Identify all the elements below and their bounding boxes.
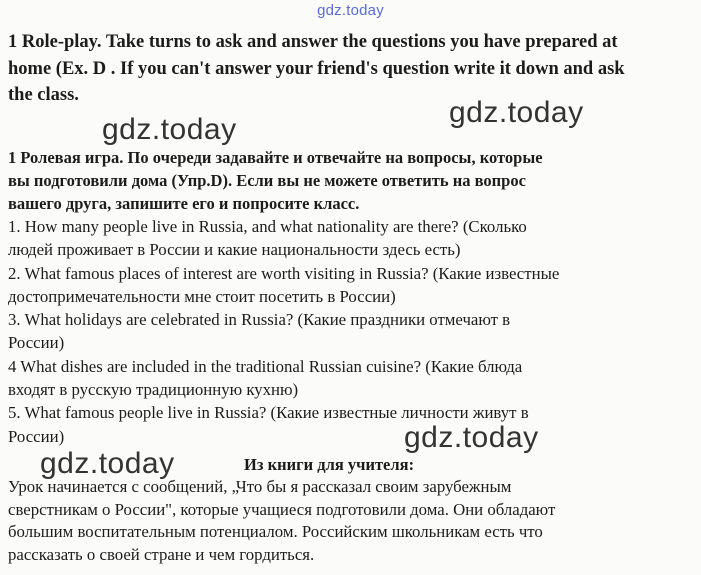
question-line: 2. What famous places of interest are worth visiting in Russia? (Какие известные: [8, 263, 560, 283]
question-line: людей проживает в России и какие национальности здесь есть): [8, 240, 461, 260]
question-line: 5. What famous people live in Russia? (Какие известные личности живут в: [8, 403, 529, 423]
question-line: входят в русскую традиционную кухню): [8, 380, 299, 400]
question-line: 1. How many people live in Russia, and what nationality are there? (Сколько: [8, 217, 527, 236]
watermark: gdz.today: [404, 421, 539, 454]
teacher-book-text: [8, 476, 696, 566]
question-line: 4 What dishes are included in the traditional Russian cuisine? (Какие блюда: [8, 356, 523, 376]
question-line: России): [8, 426, 65, 446]
task-english-line: the class.: [8, 85, 79, 105]
watermark: gdz.today: [449, 96, 584, 129]
top-watermark: gdz.today: [317, 2, 384, 19]
teacher-text-line: Урок начинается с сообщений, „Что бы я рассказал своим зарубежным: [8, 477, 512, 496]
task-english: [8, 29, 696, 109]
question-line: России): [8, 333, 65, 353]
question-line: достопримечательности мне стоит посетить в России): [8, 286, 396, 306]
teacher-text-line: сверстникам о России", которые учащиеся подготовили дома. Они обладают: [8, 499, 556, 519]
question-line: 3. What holidays are celebrated in Russia? (Какие праздники отмечают в: [8, 310, 511, 330]
questions-list: [8, 215, 696, 448]
teacher-text-line: рассказать о своей стране и чем гордиться.: [8, 544, 315, 564]
task-russian-line: 1 Ролевая игра. По очереди задавайте и отвечайте на вопросы, которые: [8, 148, 543, 167]
watermark: gdz.today: [40, 447, 175, 480]
task-russian-line: вы подготовили дома (Упр.D). Если вы не можете ответить на вопрос: [8, 171, 526, 190]
task-english-line: 1 Role-play. Take turns to ask and answer the questions you have prepared at: [8, 32, 618, 52]
task-english-line: home (Ex. D . If you can't answer your friend's question write it down and ask: [8, 58, 625, 79]
task-russian-line: вашего друга, запишите его и попросите класс.: [8, 194, 360, 213]
teacher-text-line: большим воспитательным потенциалом. Российским школьникам есть что: [8, 522, 543, 542]
watermark: gdz.today: [102, 113, 237, 146]
task-russian: [8, 146, 696, 215]
teacher-book-title: Из книги для учителя:: [244, 455, 415, 474]
